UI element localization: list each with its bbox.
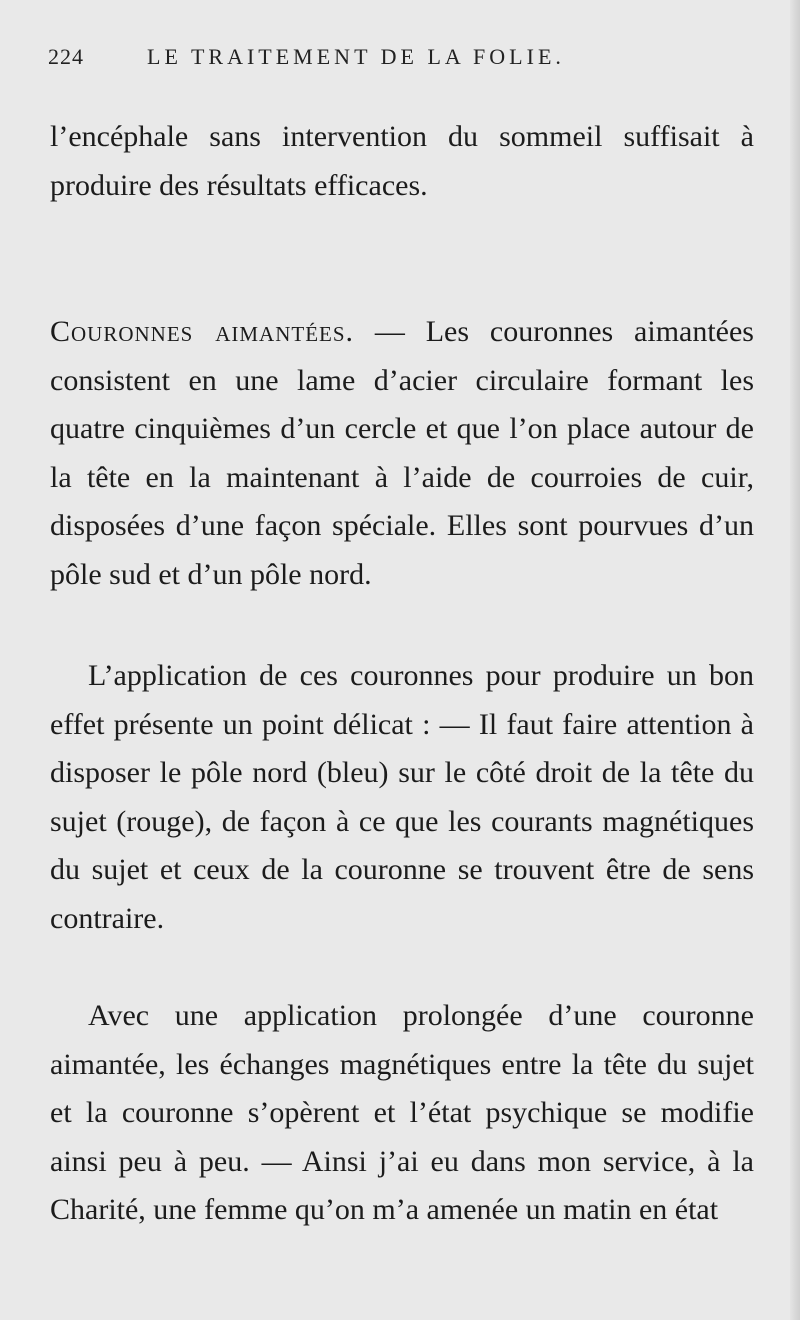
continuation-paragraph: l’encéphale sans intervention du sommeil suffisait à produire des résultats efficaces. bbox=[50, 120, 754, 202]
page-edge-shadow bbox=[790, 0, 800, 1320]
running-title: LE TRAITEMENT DE LA FOLIE. bbox=[147, 44, 565, 69]
prolonged-application-paragraph: Avec une application prolongée d’une couronne aimantée, les échanges magnétiques entre la tête du sujet et la couronne s’opèrent et l’état psychique se modifie ainsi peu à peu. — Ainsi j’ai eu dans mon service, à la Charité, une femme qu’on m’a amenée un matin en état bbox=[50, 999, 754, 1227]
page-number: 224 bbox=[48, 44, 84, 69]
section-paragraph bbox=[50, 308, 754, 600]
application-paragraph: L’application de ces couronnes pour produire un bon effet présente un point délicat : — Il faut faire attention à disposer le pôle nord (bleu) sur le côté droit de la tête du sujet (rouge), de façon à ce que les courants magnétiques du sujet et ceux de la couronne se trouvent être de sens contraire. bbox=[50, 659, 754, 935]
section-heading: Couronnes aimantées. bbox=[50, 315, 355, 348]
section-text: — Les couronnes aimantées consistent en une lame d’acier circulaire formant les quatre cinquièmes d’un cercle et que l’on place autour de la tête en la maintenant à l’aide de courroies de cuir, disposées d’une façon spéciale. Elles sont pourvues d’un pôle sud et d’un pôle nord. bbox=[50, 315, 754, 591]
running-header bbox=[48, 44, 748, 80]
